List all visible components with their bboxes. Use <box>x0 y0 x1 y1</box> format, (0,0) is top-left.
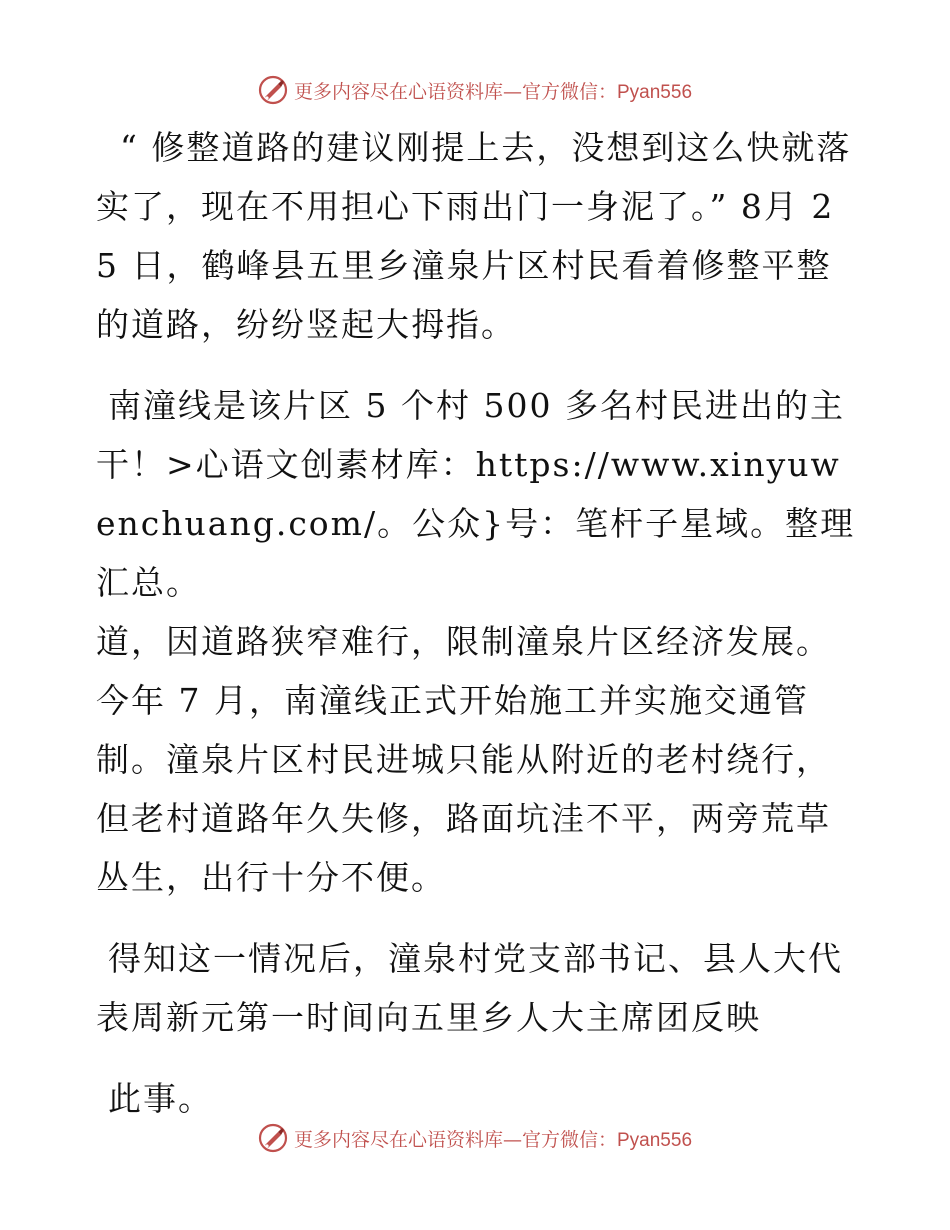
watermark-text: 更多内容尽在心语资料库—官方微信：Pyan556 <box>293 1128 693 1151</box>
paragraph-3: 道，因道路狭窄难行，限制潼泉片区经济发展。今年 7 月，南潼线正式开始施工并实施交通管制。潼泉片区村民进城只能从附近的老村绕行，但老村道路年久失修，路面坑洼不平，两旁荒草丛生，出行十分不便。 <box>96 622 831 897</box>
paragraph-4: 得知这一情况后，潼泉村党支部书记、县人大代表周新元第一时间向五里乡人大主席团反映 <box>96 939 843 1037</box>
document-body <box>96 118 856 1128</box>
footer-watermark <box>0 1118 950 1158</box>
header-watermark <box>0 70 950 110</box>
paragraph-1: “ 修整道路的建议刚提上去，没想到这么快就落实了，现在不用担心下雨出门一身泥了。” 8月 25 日，鹤峰县五里乡潼泉片区村民看着修整平整的道路，纷纷竖起大拇指。 <box>96 128 852 344</box>
paragraph-2: 南潼线是该片区 5 个村 500 多名村民进出的主干！>心语文创素材库：https://www.xinyuwenchuang.com/。公众}号：笔杆子星域。整理汇总。 <box>96 386 856 602</box>
pen-logo-icon <box>258 1123 288 1153</box>
pen-logo-icon <box>258 75 288 105</box>
paragraph-5: 此事。 <box>108 1079 213 1118</box>
watermark-text: 更多内容尽在心语资料库—官方微信：Pyan556 <box>293 80 693 103</box>
